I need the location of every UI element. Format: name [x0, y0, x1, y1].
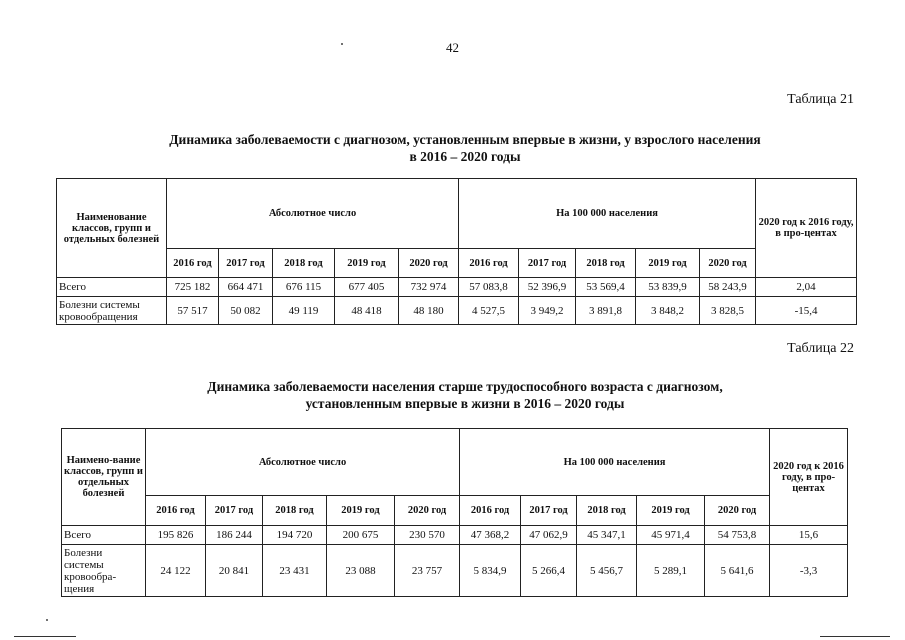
cell-value: 20 841: [206, 545, 263, 597]
scan-speck: [341, 43, 343, 45]
table-row: [57, 278, 857, 297]
scan-speck: [46, 619, 48, 621]
cell-value: 3 949,2: [519, 297, 576, 325]
table-22-caption: Таблица 22: [787, 341, 854, 356]
cell-value: 230 570: [395, 526, 460, 545]
cell-value: 48 180: [399, 297, 459, 325]
row-label: Болезни системы кровообращения: [57, 297, 167, 325]
year-header: 2020 год: [395, 496, 460, 526]
year-header: 2020 год: [700, 249, 756, 278]
table-21-caption: Таблица 21: [787, 92, 854, 107]
cell-value: 194 720: [263, 526, 327, 545]
table-row: [62, 545, 848, 597]
table-row: [62, 526, 848, 545]
group-header-absolute: Абсолютное число: [146, 429, 460, 496]
cell-value: 732 974: [399, 278, 459, 297]
cell-value: 195 826: [146, 526, 206, 545]
row-header: Наименование классов, групп и отдельных болезней: [57, 179, 167, 278]
cell-value: 3 848,2: [636, 297, 700, 325]
cell-change: 15,6: [770, 526, 848, 545]
cell-value: 54 753,8: [705, 526, 770, 545]
table-row: [57, 297, 857, 325]
cell-value: 5 641,6: [705, 545, 770, 597]
table-22-title-line1: Динамика заболеваемости населения старше трудоспособного возраста с диагнозом,: [207, 379, 723, 394]
table-21-title-line1: Динамика заболеваемости с диагнозом, установленным впервые в жизни, у взрослого населения: [169, 132, 761, 147]
cell-value: 47 368,2: [460, 526, 521, 545]
year-header: 2018 год: [576, 249, 636, 278]
table-21: [56, 178, 857, 325]
cell-change: 2,04: [756, 278, 857, 297]
cell-change: -3,3: [770, 545, 848, 597]
table-22-title-line2: установленным впервые в жизни в 2016 – 2020 годы: [305, 396, 625, 411]
year-header: 2019 год: [335, 249, 399, 278]
cell-value: 23 757: [395, 545, 460, 597]
row-label: Всего: [57, 278, 167, 297]
cell-value: 50 082: [219, 297, 273, 325]
cell-value: 186 244: [206, 526, 263, 545]
cell-value: 5 456,7: [577, 545, 637, 597]
year-header: 2019 год: [327, 496, 395, 526]
table-21-title-line2: в 2016 – 2020 годы: [409, 149, 521, 164]
change-header: 2020 год к 2016 году, в про-центах: [756, 179, 857, 278]
year-header: 2019 год: [636, 249, 700, 278]
cell-value: 4 527,5: [459, 297, 519, 325]
cell-value: 3 891,8: [576, 297, 636, 325]
cell-value: 5 834,9: [460, 545, 521, 597]
year-header: 2017 год: [519, 249, 576, 278]
cell-value: 725 182: [167, 278, 219, 297]
cell-value: 677 405: [335, 278, 399, 297]
cell-value: 47 062,9: [521, 526, 577, 545]
year-header: 2017 год: [521, 496, 577, 526]
cell-value: 53 839,9: [636, 278, 700, 297]
cell-value: 58 243,9: [700, 278, 756, 297]
cell-value: 5 289,1: [637, 545, 705, 597]
cell-value: 3 828,5: [700, 297, 756, 325]
year-header: 2016 год: [459, 249, 519, 278]
year-header: 2016 год: [146, 496, 206, 526]
cell-value: 52 396,9: [519, 278, 576, 297]
year-header: 2018 год: [263, 496, 327, 526]
cell-value: 5 266,4: [521, 545, 577, 597]
table-22: [61, 428, 848, 597]
scan-edge-line: [14, 636, 76, 637]
group-header-per-100k: На 100 000 населения: [459, 179, 756, 249]
cell-value: 45 347,1: [577, 526, 637, 545]
year-header: 2016 год: [460, 496, 521, 526]
cell-value: 664 471: [219, 278, 273, 297]
scan-edge-line: [820, 636, 890, 637]
year-header: 2017 год: [206, 496, 263, 526]
cell-value: 676 115: [273, 278, 335, 297]
row-header: Наимено-вание классов, групп и отдельных болезней: [62, 429, 146, 526]
row-label: Болезни системы кровообра-щения: [62, 545, 146, 597]
table-22-title: [80, 378, 850, 412]
group-header-absolute: Абсолютное число: [167, 179, 459, 249]
cell-value: 53 569,4: [576, 278, 636, 297]
year-header: 2016 год: [167, 249, 219, 278]
cell-change: -15,4: [756, 297, 857, 325]
year-header: 2017 год: [219, 249, 273, 278]
year-header: 2020 год: [399, 249, 459, 278]
cell-value: 24 122: [146, 545, 206, 597]
cell-value: 49 119: [273, 297, 335, 325]
group-header-per-100k: На 100 000 населения: [460, 429, 770, 496]
cell-value: 48 418: [335, 297, 399, 325]
year-header: 2018 год: [577, 496, 637, 526]
year-header: 2018 год: [273, 249, 335, 278]
year-header: 2020 год: [705, 496, 770, 526]
page-number: 42: [446, 40, 459, 55]
year-header: 2019 год: [637, 496, 705, 526]
table-21-title: [80, 131, 850, 165]
cell-value: 200 675: [327, 526, 395, 545]
change-header: 2020 год к 2016 году, в про-центах: [770, 429, 848, 526]
cell-value: 23 431: [263, 545, 327, 597]
cell-value: 23 088: [327, 545, 395, 597]
cell-value: 45 971,4: [637, 526, 705, 545]
cell-value: 57 517: [167, 297, 219, 325]
cell-value: 57 083,8: [459, 278, 519, 297]
row-label: Всего: [62, 526, 146, 545]
